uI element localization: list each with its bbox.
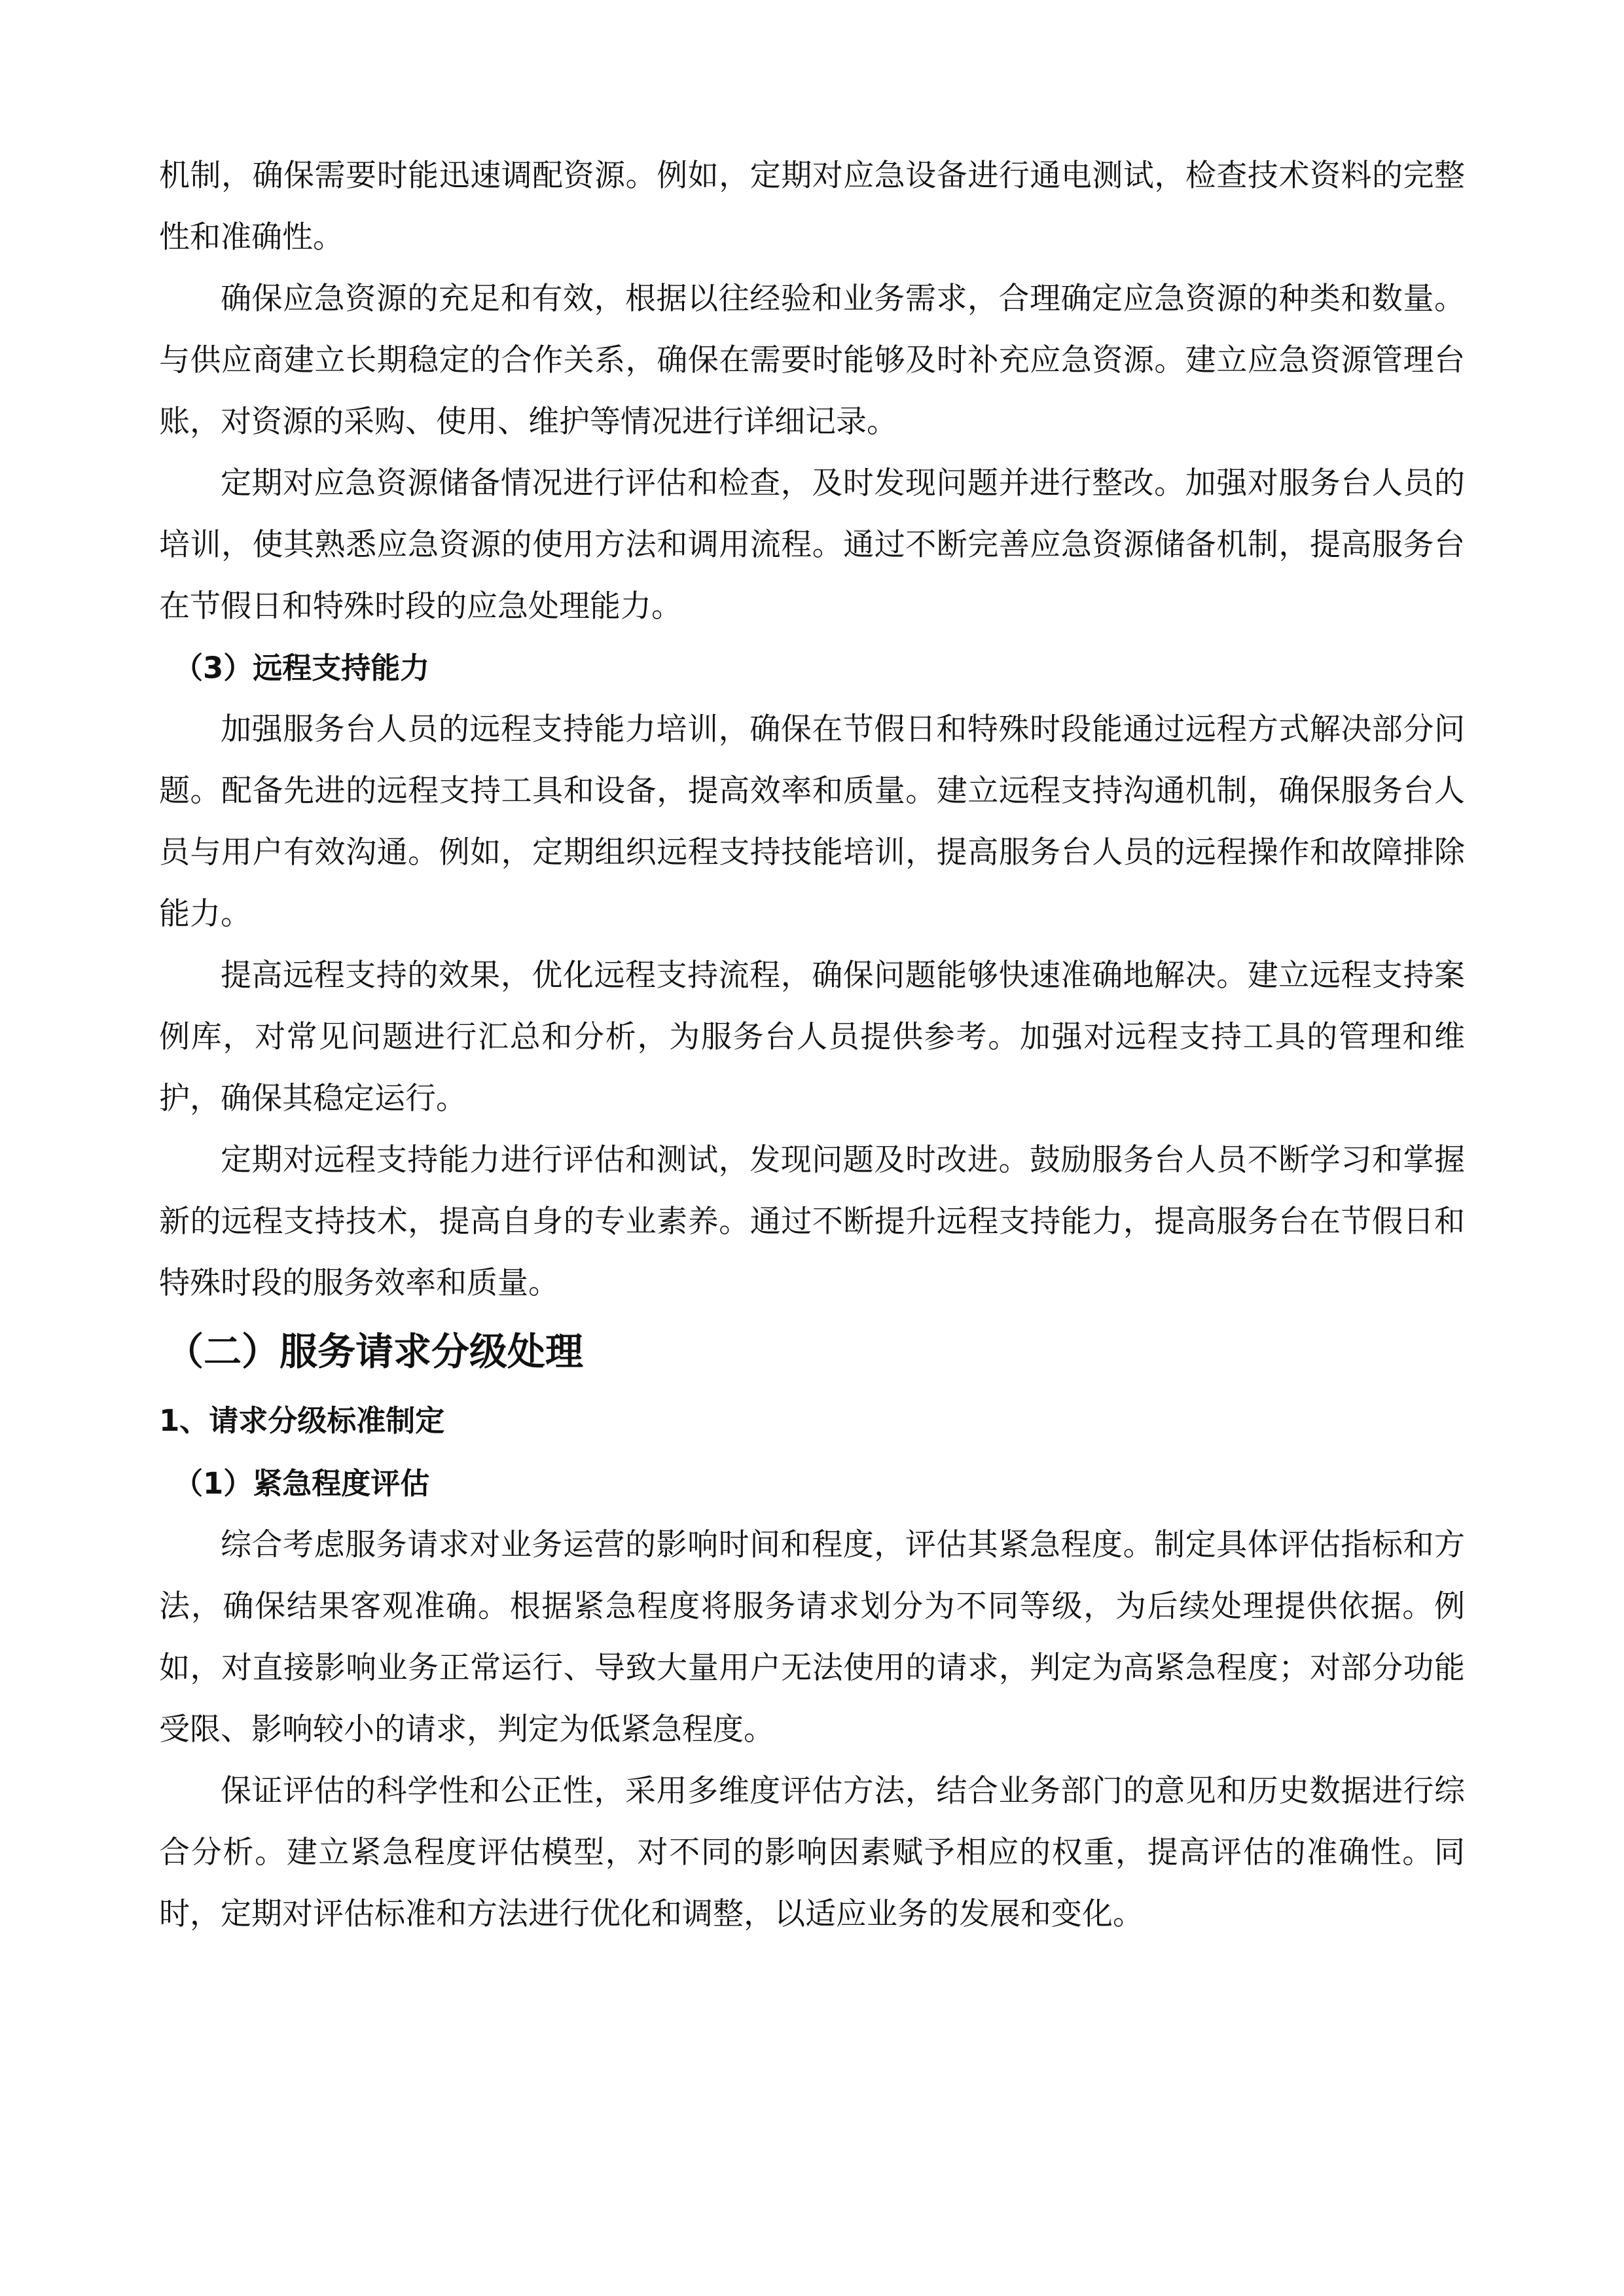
paragraph-remote-effect: 提高远程支持的效果，优化远程支持流程，确保问题能够快速准确地解决。建立远程支持案例库，对常见问题进行汇总和分析，为服务台人员提供参考。加强对远程支持工具的管理和维护，确保其稳定运行。 <box>159 958 1465 1117</box>
paragraph-resource-evaluation: 定期对应急资源储备情况进行评估和检查，及时发现问题并进行整改。加强对服务台人员的培训，使其熟悉应急资源的使用方法和调用流程。通过不断完善应急资源储备机制，提高服务台在节假日和特殊时段的应急处理能力。 <box>159 465 1465 624</box>
paragraph-resource-sufficiency: 确保应急资源的充足和有效，根据以往经验和业务需求，合理确定应急资源的种类和数量。与供应商建立长期稳定的合作关系，确保在需要时能够及时补充应急资源。建立应急资源管理台账，对资源的采购、使用、维护等情况进行详细记录。 <box>159 281 1465 440</box>
paragraph-urgency-criteria: 综合考虑服务请求对业务运营的影响时间和程度，评估其紧急程度。制定具体评估指标和方法，确保结果客观准确。根据紧急程度将服务请求划分为不同等级，为后续处理提供依据。例如，对直接影响业务正常运行、导致大量用户无法使用的请求，判定为高紧急程度；对部分功能受限、影响较小的请求，判定为低紧急程度。 <box>159 1527 1465 1748</box>
heading-urgency-assessment: （1）紧急程度评估 <box>173 1466 430 1501</box>
heading-grading-standard: 1、请求分级标准制定 <box>159 1403 445 1438</box>
paragraph-remote-evaluation: 定期对远程支持能力进行评估和测试，发现问题及时改进。鼓励服务台人员不断学习和掌握新的远程支持技术，提高自身的专业素养。通过不断提升远程支持能力，提高服务台在节假日和特殊时段的服务效率和质量。 <box>159 1142 1465 1301</box>
paragraph-remote-training: 加强服务台人员的远程支持能力培训，确保在节假日和特殊时段能通过远程方式解决部分问题。配备先进的远程支持工具和设备，提高效率和质量。建立远程支持沟通机制，确保服务台人员与用户有效沟通。例如，定期组织远程支持技能培训，提高服务台人员的远程操作和故障排除能力。 <box>159 711 1465 932</box>
paragraph-urgency-model: 保证评估的科学性和公正性，采用多维度评估方法，结合业务部门的意见和历史数据进行综合分析。建立紧急程度评估模型，对不同的影响因素赋予相应的权重，提高评估的准确性。同时，定期对评估标准和方法进行优化和调整，以适应业务的发展和变化。 <box>159 1773 1465 1932</box>
document-page <box>159 145 1465 1945</box>
paragraph-emergency-mechanism: 机制，确保需要时能迅速调配资源。例如，定期对应急设备进行通电测试，检查技术资料的完整性和准确性。 <box>159 158 1465 255</box>
heading-service-request-grading: （二）服务请求分级处理 <box>166 1329 584 1374</box>
heading-remote-support: （3）远程支持能力 <box>173 651 430 685</box>
